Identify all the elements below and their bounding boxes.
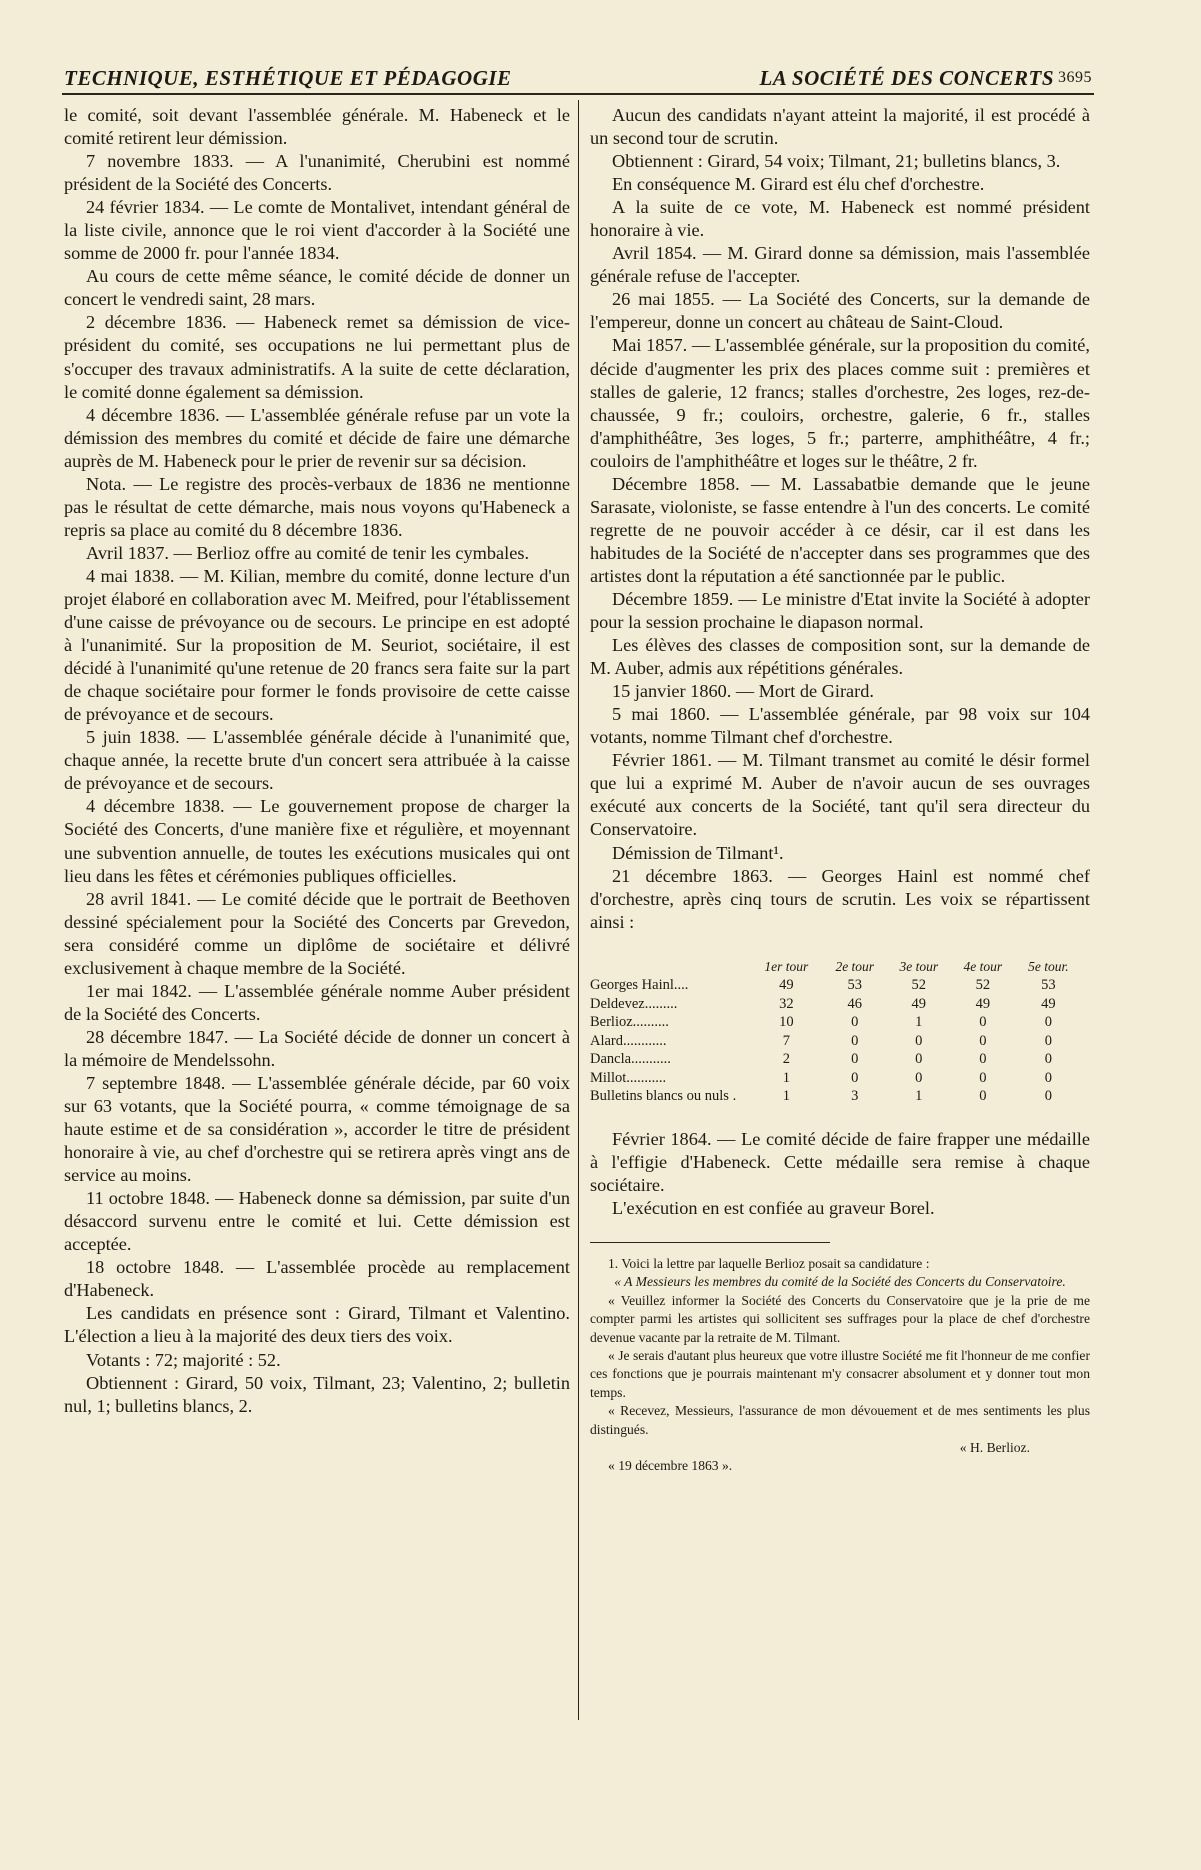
- paragraph: Décembre 1859. — Le ministre d'Etat invite la Société à adopter pour la session prochaine le diapason normal.: [590, 588, 1090, 633]
- vote-count: 49: [779, 977, 794, 994]
- candidate-name: Millot...........: [590, 1069, 667, 1086]
- table-header: 4e tour: [963, 958, 1003, 974]
- footnote-paragraph: « Veuillez informer la Société des Concerts du Conservatoire que je la prie de me compter parmi les artistes qui sollicitent ses suffrages pour la place de chef d'orchestre devenue vacante par la retraite de M. Tilmant.: [590, 1292, 1090, 1345]
- paragraph: Avril 1837. — Berlioz offre au comité de tenir les cymbales.: [86, 542, 530, 563]
- paragraph: Aucun des candidats n'ayant atteint la majorité, il est procédé à un second tour de scrutin.: [590, 105, 1090, 149]
- paragraph: 28 avril 1841. — Le comité décide que le portrait de Beethoven dessiné spécialement pour la Société des Concerts par Grevedon, sera considéré comme un diplôme de sociétaire et délivré exclusivement à chaque membre de la Société.: [64, 888, 570, 978]
- candidate-name: Bulletins blancs ou nuls .: [590, 1088, 737, 1105]
- paragraph: Décembre 1858. — M. Lassabatbie demande que le jeune Sarasate, violoniste, se fasse entendre à l'un des concerts. Le comité regrette de ne pouvoir accéder à ce désir, car il est dans les habitudes de la Société de n'accepter dans ses programmes que des artistes dont la réputation a été sanctionnée par le public.: [590, 473, 1090, 586]
- vote-count: 0: [979, 1051, 987, 1068]
- footnote-paragraph: « Je serais d'autant plus heureux que votre illustre Société me fit l'honneur de me confier ces fonctions que je pourrais maintenant m'y consacrer absolument et y donner tout mon temps.: [590, 1347, 1090, 1400]
- table-header: 2e tour: [835, 958, 875, 974]
- vote-count: 53: [1041, 977, 1056, 994]
- vote-count: 52: [975, 977, 991, 994]
- vote-count: 0: [851, 1051, 859, 1068]
- table-header: 1er tour: [764, 958, 809, 974]
- candidate-name: Berlioz..........: [590, 1014, 669, 1031]
- paragraph: En conséquence M. Girard est élu chef d'orchestre.: [612, 174, 985, 195]
- paragraph: 21 décembre 1863. — Georges Hainl est nommé chef d'orchestre, après cinq tours de scrutin. Les voix se répartissent ainsi :: [590, 865, 1090, 932]
- footnote: [590, 1255, 1090, 1476]
- footnote-date: « 19 décembre 1863 ».: [608, 1458, 733, 1474]
- vote-count: 0: [915, 1032, 923, 1049]
- vote-count: 0: [915, 1051, 923, 1068]
- paragraph: Obtiennent : Girard, 50 voix, Tilmant, 23; Valentino, 2; bulletin nul, 1; bulletins blancs, 2.: [64, 1372, 570, 1416]
- vote-count: 49: [1041, 995, 1056, 1012]
- table-row: [590, 995, 1082, 1014]
- paragraph: Les élèves des classes de composition sont, sur la demande de M. Auber, admis aux répétitions générales.: [590, 635, 1090, 679]
- paragraph: 18 octobre 1848. — L'assemblée procède au remplacement d'Habeneck.: [64, 1257, 570, 1301]
- vote-count: 0: [851, 1014, 859, 1031]
- paragraph: le comité, soit devant l'assemblée générale. M. Habeneck et le comité retirent leur démission.: [64, 105, 570, 149]
- paragraph: 28 décembre 1847. — La Société décide de donner un concert à la mémoire de Mendelssohn.: [64, 1026, 570, 1070]
- paragraph: L'exécution en est confiée au graveur Borel.: [612, 1197, 935, 1218]
- vote-count: 1: [782, 1088, 790, 1105]
- paragraph: 15 janvier 1860. — Mort de Girard.: [612, 681, 874, 702]
- paragraph: Au cours de cette même séance, le comité décide de donner un concert le vendredi saint, 28 mars.: [64, 266, 570, 310]
- left-column: [64, 104, 570, 1418]
- vote-count: 3: [851, 1088, 859, 1105]
- post-table-text: [590, 1128, 1090, 1220]
- table-row: [590, 1050, 1082, 1069]
- paragraph: 2 décembre 1836. — Habeneck remet sa démission de vice-président du comité, ses occupations ne lui permettant plus de s'occuper des travaux administratifs. A la suite de cette déclaration, le comité donne également sa démission.: [64, 312, 570, 402]
- table-row: [590, 976, 1082, 995]
- vote-count: 46: [847, 995, 862, 1012]
- paragraph: Les candidats en présence sont : Girard, Tilmant et Valentino. L'élection a lieu à la majorité des deux tiers des voix.: [64, 1303, 570, 1347]
- vote-count: 0: [979, 1014, 987, 1031]
- paragraph: Démission de Tilmant¹.: [612, 842, 784, 863]
- table-row: [590, 1069, 1082, 1088]
- vote-count: 2: [782, 1051, 790, 1068]
- vote-count: 0: [1044, 1069, 1053, 1086]
- votes-table: [590, 958, 1082, 1106]
- vote-count: 0: [1044, 1014, 1053, 1031]
- vote-count: 0: [1044, 1032, 1053, 1049]
- table-header-row: [590, 958, 1082, 977]
- table-header: 3e tour: [899, 958, 939, 974]
- vote-count: 0: [979, 1069, 987, 1086]
- vote-count: 1: [915, 1014, 923, 1031]
- vote-count: 53: [847, 977, 862, 994]
- paragraph: Mai 1857. — L'assemblée générale, sur la proposition du comité, décide d'augmenter les prix des places comme suit : premières et stalles de galerie, 12 francs; stalles d'orchestre, 2es loges, rez-de-chaussée, 9 fr.; couloirs, orchestre, galerie, 6 fr., stalles d'amphithéâtre, 3es loges, 5 fr.; parterre, amphithéâtre, 4 fr.; couloirs de l'amphithéâtre et loges sur le théâtre, 2 fr.: [590, 335, 1090, 471]
- vote-count: 0: [1044, 1051, 1053, 1068]
- paragraph: 4 décembre 1838. — Le gouvernement propose de charger la Société des Concerts, d'une manière fixe et régulière, et moyennant une subvention annuelle, de toutes les exécutions musicales qui ont lieu dans les fêtes et cérémonies publiques officielles.: [64, 796, 570, 886]
- table-row: [590, 1032, 1082, 1051]
- header-section-title: TECHNIQUE, ESTHÉTIQUE ET PÉDAGOGIE: [64, 66, 512, 90]
- header-article-title: LA SOCIÉTÉ DES CONCERTS: [759, 66, 1054, 90]
- footnote-rule: [590, 1242, 830, 1243]
- footnote-signature: « H. Berlioz.: [959, 1439, 1030, 1455]
- table-header: 5e tour.: [1028, 958, 1069, 974]
- vote-count: 52: [911, 977, 927, 994]
- vote-count: 49: [975, 995, 991, 1012]
- footnote-address: « A Messieurs les membres du comité de la Société des Concerts du Conservatoire.: [614, 1274, 1066, 1290]
- vote-count: 0: [1044, 1088, 1053, 1105]
- footnote-paragraph: « Recevez, Messieurs, l'assurance de mon dévouement et de mes sentiments les plus distingués.: [590, 1403, 1090, 1437]
- paragraph: Février 1861. — M. Tilmant transmet au comité le désir formel que lui a exprimé M. Auber de n'avoir aucun de ses ouvrages exécuté aux concerts de la Société, tant qu'il sera directeur du Conservatoire.: [590, 750, 1090, 840]
- paragraph: 26 mai 1855. — La Société des Concerts, sur la demande de l'empereur, donne un concert au château de Saint-Cloud.: [590, 289, 1090, 333]
- vote-count: 0: [915, 1069, 923, 1086]
- vote-count: 1: [915, 1088, 923, 1105]
- vote-count: 0: [979, 1032, 987, 1049]
- paragraph: 5 juin 1838. — L'assemblée générale décide à l'unanimité que, chaque année, la recette brute d'un concert sera attribuée à la caisse de prévoyance et de secours.: [64, 727, 570, 794]
- vote-count: 10: [779, 1014, 794, 1031]
- column-divider: [578, 100, 579, 1720]
- vote-count: 32: [779, 995, 794, 1012]
- paragraph: 7 novembre 1833. — A l'unanimité, Cherubini est nommé président de la Société des Concerts.: [64, 151, 570, 195]
- paragraph: Avril 1854. — M. Girard donne sa démission, mais l'assemblée générale refuse de l'accepter.: [590, 243, 1090, 287]
- footnote-intro: 1. Voici la lettre par laquelle Berlioz posait sa candidature :: [608, 1255, 930, 1271]
- paragraph: A la suite de ce vote, M. Habeneck est nommé président honoraire à vie.: [590, 197, 1090, 241]
- paragraph: Obtiennent : Girard, 54 voix; Tilmant, 21; bulletins blancs, 3.: [612, 151, 1061, 172]
- candidate-name: Alard............: [590, 1032, 667, 1049]
- paragraph: 4 mai 1838. — M. Kilian, membre du comité, donne lecture d'un projet élaboré en collaboration avec M. Meifred, pour l'établissement d'une caisse de prévoyance ou de secours. Le principe en est adopté à l'unanimité. Sur la proposition de M. Seuriot, sociétaire, il est décidé à l'unanimité qu'une retenue de 20 francs sera faite sur la part de chaque sociétaire pour former le fonds provisoire de cette caisse de prévoyance et de secours.: [64, 565, 570, 725]
- vote-count: 1: [782, 1069, 790, 1086]
- paragraph: Nota. — Le registre des procès-verbaux de 1836 ne mentionne pas le résultat de cette démarche, mais nous voyons qu'Habeneck a repris sa place au comité du 8 décembre 1836.: [64, 473, 570, 540]
- vote-count: 7: [782, 1032, 790, 1049]
- right-column: [590, 104, 1090, 1476]
- candidate-name: Dancla...........: [590, 1051, 671, 1068]
- table-row: [590, 1087, 1082, 1106]
- vote-count: 0: [851, 1069, 859, 1086]
- paragraph: 5 mai 1860. — L'assemblée générale, par 98 voix sur 104 votants, nomme Tilmant chef d'orchestre.: [590, 704, 1090, 748]
- paragraph: 7 septembre 1848. — L'assemblée générale décide, par 60 voix sur 63 votants, que la Société pourra, « comme témoignage de sa haute estime et de sa considération », accorder le titre de président honoraire à vie, au chef d'orchestre qui se retirera après vingt ans de service au moins.: [64, 1072, 570, 1186]
- paragraph: 1er mai 1842. — L'assemblée générale nomme Auber président de la Société des Concerts.: [64, 980, 570, 1024]
- candidate-name: Deldevez.........: [590, 995, 678, 1012]
- table-row: [590, 1013, 1082, 1032]
- vote-count: 0: [979, 1088, 987, 1105]
- page-number: 3695: [1058, 69, 1092, 86]
- paragraph: 11 octobre 1848. — Habeneck donne sa démission, par suite d'un désaccord survenu entre le comité et lui. Cette démission est acceptée.: [64, 1188, 570, 1255]
- paragraph: Février 1864. — Le comité décide de faire frapper une médaille à l'effigie d'Habeneck. Cette médaille sera remise à chaque sociétaire.: [590, 1128, 1090, 1195]
- table-header-blank: [590, 958, 750, 977]
- paragraph: 4 décembre 1836. — L'assemblée générale refuse par un vote la démission des membres du comité et décide de faire une démarche auprès de M. Habeneck pour le prier de revenir sur sa décision.: [64, 404, 570, 471]
- paragraph: Votants : 72; majorité : 52.: [86, 1349, 281, 1370]
- header-rule: [62, 93, 1094, 95]
- vote-count: 0: [851, 1032, 859, 1049]
- vote-count: 49: [911, 995, 927, 1012]
- candidate-name: Georges Hainl....: [590, 977, 689, 994]
- paragraph: 24 février 1834. — Le comte de Montalivet, intendant général de la liste civile, annonce que le roi vient d'accorder à la Société une somme de 2000 fr. pour l'année 1834.: [64, 197, 570, 264]
